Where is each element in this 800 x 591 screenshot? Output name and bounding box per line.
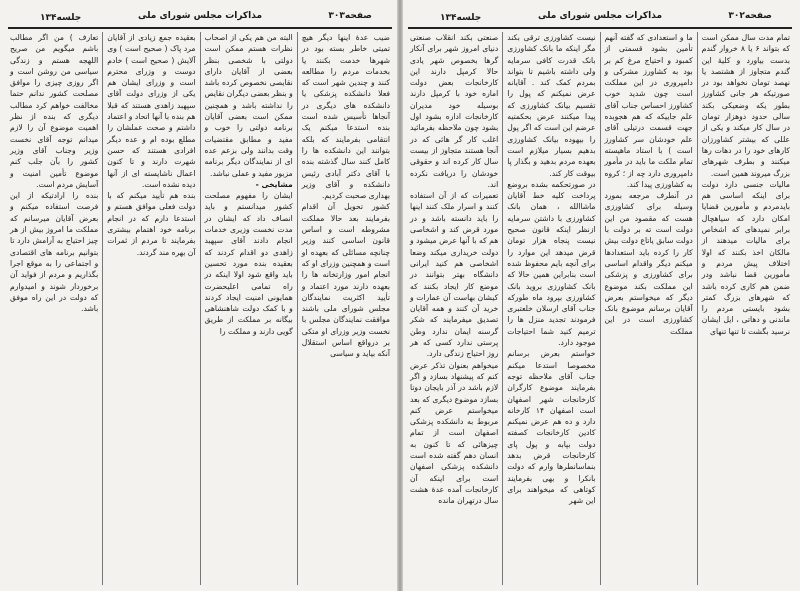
paragraph: نیست کشاورزی ترقی بکند مگر اینکه ما بانک کشاورزی بانک قدرت کافی سرمایه ولی داشته باشیم تا بتواند بمردم کمک کند . آقایانه عرض نمیکنم که پول را تقسیم بیانک کشاورزی که پیدا میکنند عرض بحکمتیه عرضم این است که اگر پول را بیهوده بیانک کشاورزی بدهیم بسیار میلازم است بعهده مردم بدهید و بگذار پا بیوقت کار کند. bbox=[507, 33, 596, 178]
paragraph: ما و استعدادی که گفته آنهم تأمین بشود قسمتی از کمبود و احتیاج مرغ کم بر بود به کشاورز مشرکی و دامپروری در این مملکت است چون شدید خوب کشاورز احساس جناب آقای علم جاییکه که هم هجوبده جهت قسمت درتیلی آقای علم خودشان سر کشاورز است ) با استاد ماهیسته تمام ملکت ما باید در مأمور دامپروری دارد چه از ؛ کروه به کشاورزی پیدا کند. bbox=[604, 33, 693, 189]
paragraph: بنده را ارادتیکه از این فرصت استفاده میکنم و بعرض آقایان میرسانم که مملکت ما امروز بیش از هر چیز احتیاج به آرامش دارد تا بتوانیم برنامه های اقتصادی و اجتماعی را به موقع اجرا بگذاریم و مردم از فواید آن برخوردار شوند و امیدوارم که دولت در این راه موفق باشد. bbox=[10, 191, 99, 314]
right-page bbox=[400, 0, 800, 591]
paragraph: میخواهم بعنوان تذکر عرض کنم که پیشنهاد بسازد و اگر لازم باشد در آذر بایجان دوتا بسازد موضوع دیگری که بعد میخواستم عرض کنم مربوط به دانشکده پزشکی اصفهان است از تمام چیزهائی که تا کنون به انسان دهم گفته شده است دانشکده پزشکی اصفهان است برای اینکه آن کارخانجات آمده عدهٔ هشت سال درتهران مانده bbox=[410, 360, 499, 506]
paragraph: کشور تحویل آن اقدام بفرمایند بعد حالا مملکت مشروطه است و اساس قانون اساسی کنند وزیر چنانچه مسائلی که بعهده او است و همچنین وزرای او که انجام امور وزارتخانه ها را بعهده دارند مورد اعتماد و تأیید اکثریت نمایندگان مجلس شورای ملی باشند موافقت نمایندگان مجلس با نخست وزیر وزرای او متکی بر درواقع اساس استقلال آنکه بیاید و سیاسی bbox=[301, 202, 390, 359]
page-title: مذاکرات مجلس شورای ملی bbox=[537, 11, 663, 21]
paragraph: ایشان را مفهوم مصلحت کشور میدانستم و باید انصاف داد که ایشان در مدت نخست وزیری خدمات انجام دادند آقای سپهبد زاهدی دو اقدام کردند که بعقیده بنده مورد تحسین باید واقع شود اولا اینکه در راه تمامی اعلیحضرت همایونی امنیت ایجاد کردند و با کمک دولت شاهنشاهی بیگانه بر مملکت از طریق گویی دارند و مملکت را bbox=[204, 191, 293, 336]
text-column bbox=[697, 32, 794, 585]
paragraph: خواستم بعرض برسانم مخصوصا استدعا میکنم جناب آقای ملاحظه توجه بفرمایند موضوع کارگران کارخانجات شهر اصفهان است اصفهان ۱۴ کارخانه دارد و ده هم عرض نمیکنم کادین کارخانجات کصفته دولت بپابه و پول پای کارخانجات قرض بدهد بنماسانطرها وارم که دولت بانکرا و بهی بفرمایند کوتاهی که میخواهند برای این شهر bbox=[507, 349, 596, 506]
paragraph: بعقیده جمع زیادی از آقایان مرد پاک ( صحیح است ) وی آلایش ( صحیح است ) خادم دوست و وزرای محترم است و وزرای ایشان هم یکی از وزرای دولت آقای سپهبد زاهدی هستند که قبلا هم بنده با آنها اتحاد و اعتماد داشتم و صحت عملشان را مطلع بوده ام و عده دیگر افرادی هستند که حسن شهرت دارند و تا کنون اعمال ناشایسته ای از آنها دیده نشده است. bbox=[107, 33, 196, 189]
page-header bbox=[10, 9, 390, 27]
session-number: جلسه۱۳۴ bbox=[40, 13, 82, 23]
page-title: مذاکرات مجلس شورای ملی bbox=[137, 11, 263, 21]
paragraph: بنده هم تأیید میکنم که با دولت فعلی موافق هستم و استدعا دارم که در انجام برنامه خود اهتمام بیشتری بفرمایند تا مردم از ثمرات آن بهره مند گردند. bbox=[107, 191, 196, 257]
page-header bbox=[410, 9, 790, 27]
text-column bbox=[200, 32, 297, 585]
text-column bbox=[6, 32, 102, 585]
text-column bbox=[406, 32, 502, 585]
paragraph: البته من هم یکی از اصحاب نظرات هستم ممکن است دولتی با شخصی بنظر بعضی از آقایان دارای نقایصی نخصوص کرده باشد و بنظر بعضی دیگران نقایص را نداشته باشد و همچنین ممکن است بعضی آقایان برنامه دولتی را خوب و مفید و مطابق مقتضیات وقت بدانند ولی بزعم عده ای از نمایندگان دیگر برنامه مزبور مفید و عملی نباشد. bbox=[204, 33, 293, 178]
header-rule bbox=[408, 27, 792, 29]
text-column bbox=[600, 32, 697, 585]
text-column bbox=[502, 32, 599, 585]
paragraph: تعمیرات که از آن استفاده کنند و اسرار ملک کنند اینها را باید دانسته باشد و در مورد قرض کند و اشخاصی هم که با آنها عرض میشود و دولت خریداری میکند وضعا اشخاصی هم کنید ایرانی دانشگاه بهتر بتوانند در موضع کار ایجاد بکنند که کیشان بهاست آن عمارات و خرید آن کنند و همه آقایان تصدیق میفرمایند که شکر گرسنه ایمان ندارد وطن پرستی ندارد کسی که هر روز احتیاج زندگی دارد. bbox=[410, 191, 499, 359]
paragraph: صنعتی بکند انقلاب صنعتی دنیای امروز شهر برای آنکار گرها بخصوص شهر یادی حالا کرمپل دارند این کارخانجات بعض دولت اماره خود با کرمپل دارند بوسیله خود مدیران کارخانجات اداره بشود اول بشود چون ملاحظه بفرمائید اغلب کار گر هائی که در آنجا هستند متجاوز از بیست سال کار کرده اند و حقوقی خودشان را دریافت نکرده اند. bbox=[410, 33, 499, 189]
paragraph: مالیات جنسی دارد دولت برای اینکه اساسی هم بایدمردم و مأمورین قضایا امکان دارد که سیاهچال برابر نمیدهای که اشخاص برای مالیات میدهند از مالکان اخذ بکنند که اولا اختلاف پیش مردم و مأمورین قضا نباشد ودر ضمن هم کاری کرده باشد که شهرهای بزرگ کمتر بشود بایستی مردم را ماندنی و دهاتی ، ایل ایشان نرسید بگشت تا تنها تنهای bbox=[701, 179, 790, 336]
page-number: صفحه۳۰۳ bbox=[328, 11, 372, 21]
speaker-name: مشایخی - bbox=[255, 179, 293, 189]
paragraph: تعارف ) من اگر مطالب باشم میگویم من صریح اللهجه هستم و زندگی سیاسی من روشن است و اگر روزی چیزی را موافق مصلحت کشور ندانم حتما مخالفت خواهم کرد مطالب دیگری که بنده از نظر اهمیت موضوع آن را لازم میدانم توجه آقای نخست وزیر وجناب آقای وزیر کشور را بآن جلب کنم موضوع تأمین امنیت و آسایش مردم است. bbox=[10, 33, 99, 189]
paragraph: تمام مدت سال ممکن است که بتواند ۶ یا ۸ خروار گندم بدست بیاورد و کلیهٔ این گندم متجاوز از هشتصد یا نهصد تومان نخواهد بود در صورتیکه هر جانی کشاورز بطور یکه وضعیکی بکند سالی حدود دوهزار تومان در سال کار میکند و یکی از عللی که بیشتر کشاورزان کارهای خود را در دهات رها میکنند و بطرف شهرهای بزرگ میروند همین است. bbox=[701, 33, 790, 178]
paragraph: در آنطرف مرجعه بمورد وسیله برای کشاورزی هست که مقصود من این دولت است ته بر دولت با دولت سابق یاتاع دولت بیش کار را کرده باید استعدادها میکنم دیگر واقدام اساسی برای کشاورزی و پزشکی این مملکت بکند موضوع دیگر که میخواستم بعرض آقایان برسانم موضوع بانک کشاورزی است در این مملکت bbox=[604, 191, 693, 336]
text-columns bbox=[6, 32, 394, 585]
paragraph: ضیب عدهٔ اینها دیگر هیچ تمیتی خاطر بسته بود در شهرها خدمت بکنند یا بخدمات مردم را مطالعه کنند و چندین شهر است که فعلا دانشکده پزشکی یا دانشکده های دیگری در آنجاها تأسیس شده است بنده استدعا میکنم یک انتقامی بفرمایند که بلکه بتوانند این دانشکده ها را کامل کنند سال گذشته بنده با آقای دکتر آبادی رئیس دانشکده و آقای وزیر بهداری صحبت کردیم. bbox=[301, 33, 390, 201]
page-number: صفحه۳۰۲ bbox=[728, 11, 772, 21]
paragraph: در صورتحکمه بشده بروضع پرداخت کلیه خط آقایان ماشاالله ، همان بانک کشاورزی با داشتن سرمایه ازنظر اینکه قانون صحیح نیست پنجاه هزار تومان قرض میدهد این موارد را برای آنچه بایم محفوظ شده است بنابراین همین حالا که بانک کشاورزی بروید بانک کشاورزی بپرود ماه طورکه جناب آقای ارسلان خلعتبری فرمودند تجدید منزل ها را ترمیم کنید شما احتیاجات موجود دارد. bbox=[507, 179, 596, 348]
session-number: جلسه۱۳۴ bbox=[440, 13, 482, 23]
text-column bbox=[297, 32, 394, 585]
header-rule bbox=[8, 27, 392, 29]
page-fold bbox=[397, 0, 403, 591]
text-columns bbox=[406, 32, 794, 585]
text-column bbox=[102, 32, 199, 585]
